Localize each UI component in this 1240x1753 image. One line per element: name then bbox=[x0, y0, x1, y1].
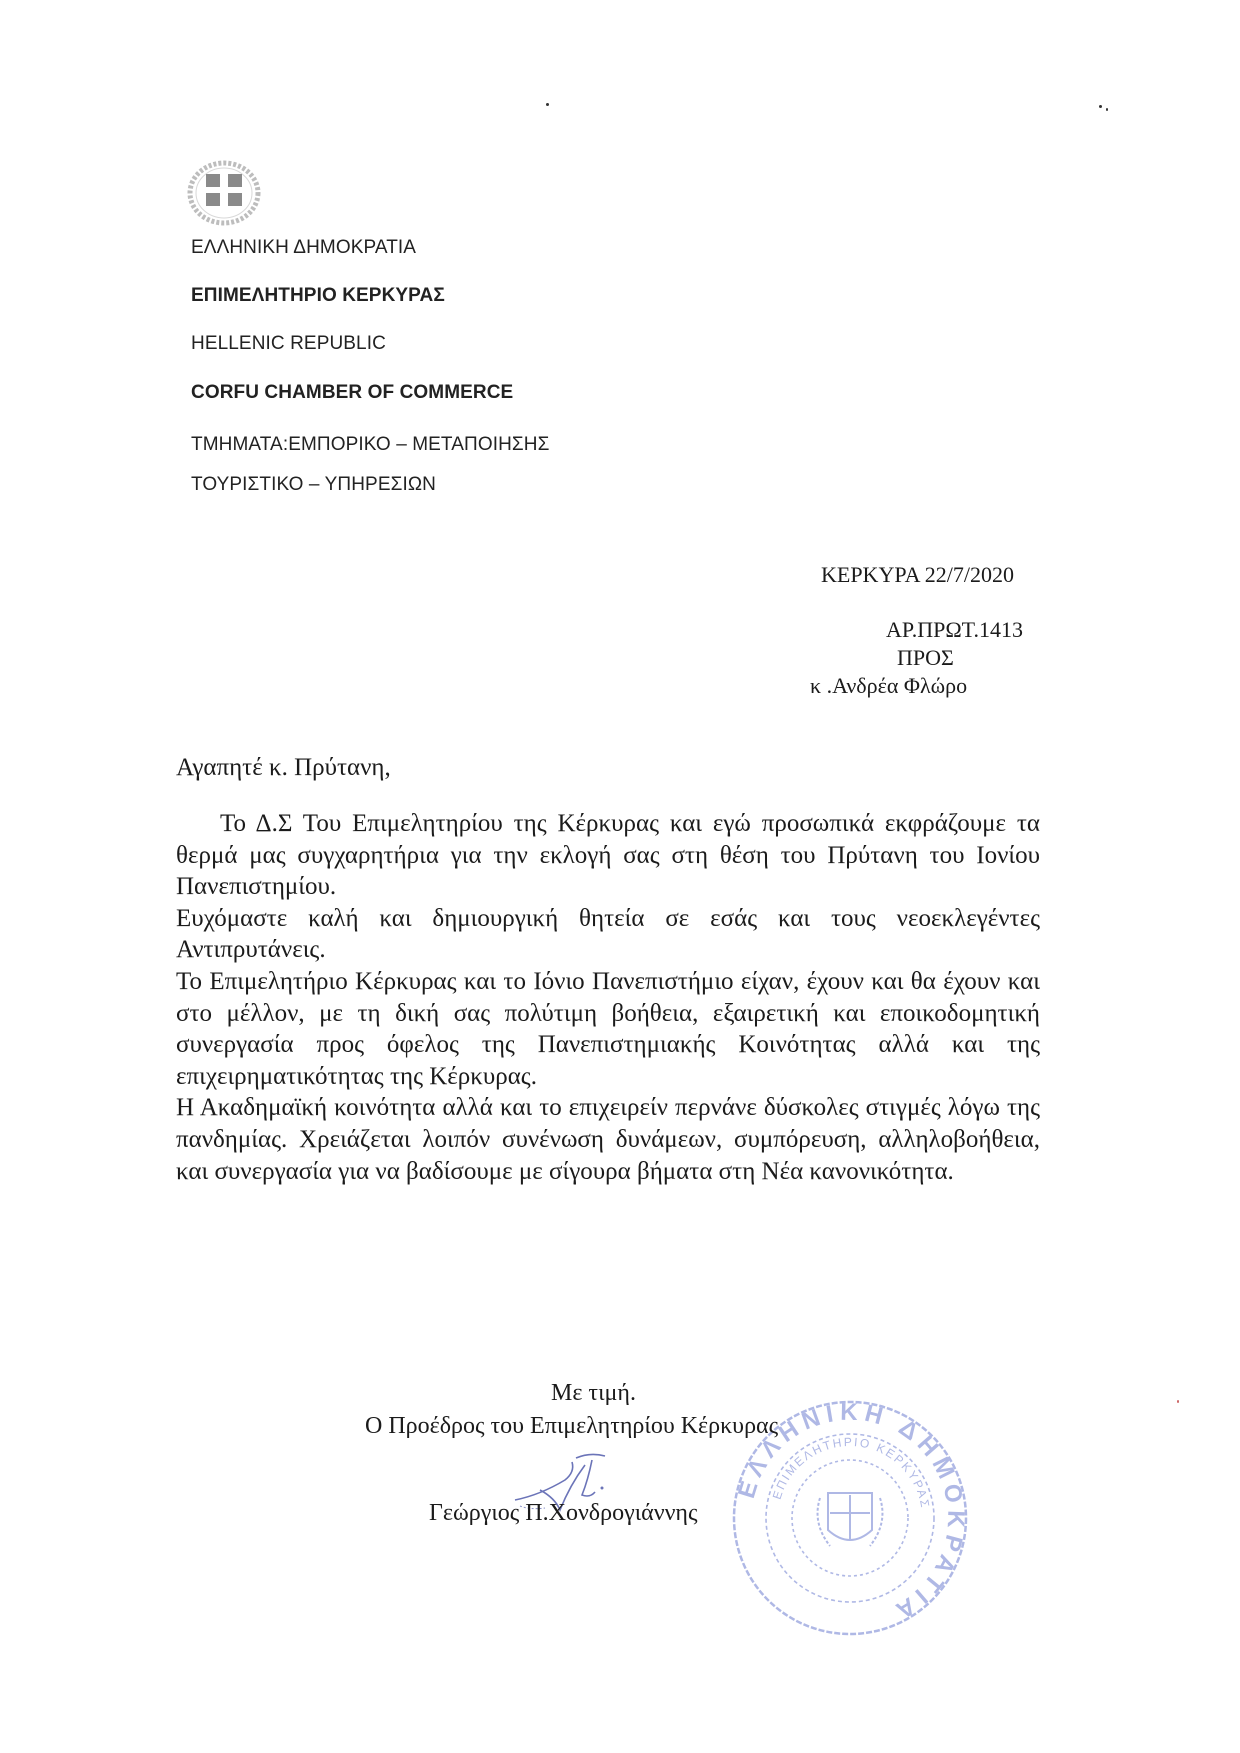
departments-line-1: ΤΜΗΜΑΤΑ:ΕΜΠΟΡΙΚΟ – ΜΕΤΑΠΟΙΗΣΗΣ bbox=[191, 434, 550, 455]
signatory-name: Γεώργιος Π.Χονδρογιάννης bbox=[429, 1500, 698, 1526]
signatory-title: Ο Προέδρος του Επιμελητηρίου Κέρκυρας bbox=[365, 1413, 779, 1439]
scan-speck bbox=[1099, 105, 1102, 108]
departments-line-2: ΤΟΥΡΙΣΤΙΚΟ – ΥΠΗΡΕΣΙΩΝ bbox=[191, 474, 436, 495]
stamp-coat-of-arms-icon bbox=[818, 1493, 883, 1546]
country-name-english: HELLENIC REPUBLIC bbox=[191, 333, 386, 354]
to-label: ΠΡΟΣ bbox=[897, 645, 954, 670]
protocol-number: ΑΡ.ΠΡΩΤ.1413 bbox=[886, 617, 1023, 642]
body-paragraph: Το Επιμελητήριο Κέρκυρας και το Ιόνιο Πανεπιστήμιο είχαν, έχουν και θα έχουν και στο μέλλον, με τη δική σας πολύτιμη βοήθεια, εξαιρετική και εποικοδομητική συνεργασία προς όφελος της Πανεπιστημιακής Κοινότητας αλλά και της επιχειρηματικότητας της Κέρκυρας. bbox=[176, 967, 1040, 1090]
scan-speck bbox=[1106, 108, 1108, 111]
recipient: κ .Ανδρέα Φλώρο bbox=[810, 673, 968, 698]
salutation: Αγαπητέ κ. Πρύτανη, bbox=[176, 754, 391, 781]
body-paragraph: Η Ακαδημαϊκή κοινότητα αλλά και το επιχειρείν περνάνε δύσκολες στιγμές λόγω της πανδημίας. Χρειάζεται λοιπόν συνένωση δυνάμεων, συμπόρευση, αλληλοβοήθεια, και συνεργασία για να βαδίσουμε με σίγουρα βήματα στη Νέα κανονικότητα. bbox=[176, 1094, 1040, 1185]
stamp-outer-text: ΕΛΛΗΝΙΚΗ ΔΗΜΟΚΡΑΤΙΑ bbox=[733, 1398, 970, 1627]
closing-regards: Με τιμή. bbox=[551, 1380, 636, 1406]
country-name-greek: ΕΛΛΗΝΙΚΗ ΔΗΜΟΚΡΑΤΙΑ bbox=[191, 237, 417, 258]
place-date: ΚΕΡΚΥΡΑ 22/7/2020 bbox=[821, 562, 1014, 587]
chamber-name-english: CORFU CHAMBER OF COMMERCE bbox=[191, 382, 514, 403]
letter-body bbox=[176, 808, 1040, 1187]
greek-coat-of-arms-icon bbox=[186, 160, 262, 226]
scan-speck bbox=[546, 103, 549, 106]
body-paragraph: Το Δ.Σ Του Επιμελητηρίου της Κέρκυρας και εγώ προσωπικά εκφράζουμε τα θερμά μας συγχαρητήρια για την εκλογή σας στη θέση του Πρύτανη του Ιονίου Πανεπιστημίου. bbox=[176, 810, 1040, 901]
stamp-inner-text: ΕΠΙΜΕΛΗΤΗΡΙΟ ΚΕΡΚΥΡΑΣ bbox=[769, 1434, 933, 1511]
chamber-name-greek: ΕΠΙΜΕΛΗΤΗΡΙΟ ΚΕΡΚΥΡΑΣ bbox=[191, 285, 445, 306]
body-paragraph: Ευχόμαστε καλή και δημιουργική θητεία σε εσάς και τους νεοεκλεγέντες Αντιπρυτάνεις. bbox=[176, 904, 1040, 964]
scan-speck bbox=[1177, 1400, 1179, 1403]
